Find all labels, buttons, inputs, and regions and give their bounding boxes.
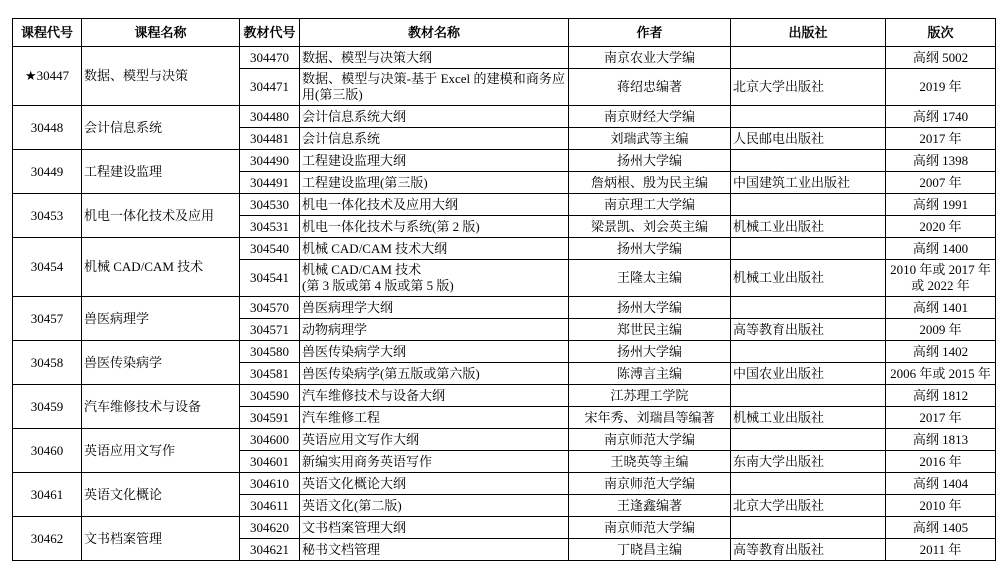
- author-cell: 王逢鑫编著: [569, 495, 731, 517]
- book-name-cell: 兽医传染病学(第五版或第六版): [300, 363, 569, 385]
- course-name-cell: 机械 CAD/CAM 技术: [82, 238, 240, 297]
- course-name-cell: 英语应用文写作: [82, 429, 240, 473]
- course-name-cell: 数据、模型与决策: [82, 47, 240, 106]
- publisher-cell: 东南大学出版社: [731, 451, 886, 473]
- edition-cell: 高纲 1740: [886, 106, 996, 128]
- author-cell: 扬州大学编: [569, 150, 731, 172]
- header-course-code: 课程代号: [13, 19, 82, 47]
- table-row: [13, 194, 996, 216]
- course-code-cell: 30460: [13, 429, 82, 473]
- author-cell: 扬州大学编: [569, 297, 731, 319]
- book-code-cell: 304611: [240, 495, 300, 517]
- edition-cell: 高纲 1405: [886, 517, 996, 539]
- course-code-cell: 30459: [13, 385, 82, 429]
- edition-cell: 高纲 1398: [886, 150, 996, 172]
- edition-cell: 2009 年: [886, 319, 996, 341]
- book-code-cell: 304540: [240, 238, 300, 260]
- book-name-cell: 英语文化概论大纲: [300, 473, 569, 495]
- course-table-body: [13, 47, 996, 561]
- book-code-cell: 304581: [240, 363, 300, 385]
- publisher-cell: [731, 517, 886, 539]
- course-code-cell: 30457: [13, 297, 82, 341]
- table-row: [13, 150, 996, 172]
- book-name-cell: 英语应用文写作大纲: [300, 429, 569, 451]
- author-cell: 宋年秀、刘瑞昌等编著: [569, 407, 731, 429]
- publisher-cell: 北京大学出版社: [731, 495, 886, 517]
- publisher-cell: 机械工业出版社: [731, 407, 886, 429]
- course-name-cell: 工程建设监理: [82, 150, 240, 194]
- book-name-cell: 汽车维修技术与设备大纲: [300, 385, 569, 407]
- book-code-cell: 304530: [240, 194, 300, 216]
- author-cell: 南京财经大学编: [569, 106, 731, 128]
- publisher-cell: [731, 297, 886, 319]
- edition-cell: 2017 年: [886, 128, 996, 150]
- author-cell: 南京师范大学编: [569, 517, 731, 539]
- publisher-cell: 机械工业出版社: [731, 216, 886, 238]
- table-row: [13, 47, 996, 69]
- edition-cell: 2016 年: [886, 451, 996, 473]
- author-cell: 南京师范大学编: [569, 473, 731, 495]
- edition-cell: 2020 年: [886, 216, 996, 238]
- author-cell: 陈溥言主编: [569, 363, 731, 385]
- course-code-cell: 30448: [13, 106, 82, 150]
- book-code-cell: 304531: [240, 216, 300, 238]
- book-name-cell: 机械 CAD/CAM 技术 (第 3 版或第 4 版或第 5 版): [300, 260, 569, 297]
- book-code-cell: 304610: [240, 473, 300, 495]
- header-row: [13, 19, 996, 47]
- book-code-cell: 304600: [240, 429, 300, 451]
- book-name-cell: 兽医传染病学大纲: [300, 341, 569, 363]
- book-code-cell: 304580: [240, 341, 300, 363]
- table-row: [13, 297, 996, 319]
- author-cell: 王隆太主编: [569, 260, 731, 297]
- book-code-cell: 304541: [240, 260, 300, 297]
- author-cell: 丁晓昌主编: [569, 539, 731, 561]
- publisher-cell: [731, 47, 886, 69]
- author-cell: 扬州大学编: [569, 341, 731, 363]
- book-name-cell: 文书档案管理大纲: [300, 517, 569, 539]
- book-name-cell: 工程建设监理大纲: [300, 150, 569, 172]
- book-code-cell: 304471: [240, 69, 300, 106]
- publisher-cell: [731, 473, 886, 495]
- publisher-cell: [731, 385, 886, 407]
- book-name-cell: 汽车维修工程: [300, 407, 569, 429]
- author-cell: 南京理工大学编: [569, 194, 731, 216]
- table-row: [13, 238, 996, 260]
- publisher-cell: 中国农业出版社: [731, 363, 886, 385]
- author-cell: 刘瑞武等主编: [569, 128, 731, 150]
- author-cell: 詹炳根、殷为民主编: [569, 172, 731, 194]
- book-name-cell: 新编实用商务英语写作: [300, 451, 569, 473]
- book-name-cell: 数据、模型与决策大纲: [300, 47, 569, 69]
- table-row: [13, 429, 996, 451]
- course-code-cell: 30461: [13, 473, 82, 517]
- edition-cell: 高纲 1400: [886, 238, 996, 260]
- edition-cell: 2006 年或 2015 年: [886, 363, 996, 385]
- edition-cell: 2010 年或 2017 年 或 2022 年: [886, 260, 996, 297]
- edition-cell: 2010 年: [886, 495, 996, 517]
- course-code-cell: 30458: [13, 341, 82, 385]
- edition-cell: 高纲 1404: [886, 473, 996, 495]
- author-cell: 扬州大学编: [569, 238, 731, 260]
- book-name-cell: 秘书文档管理: [300, 539, 569, 561]
- author-cell: 蒋绍忠编著: [569, 69, 731, 106]
- course-code-cell: 30449: [13, 150, 82, 194]
- book-name-cell: 数据、模型与决策-基于 Excel 的建模和商务应用(第三版): [300, 69, 569, 106]
- course-name-cell: 汽车维修技术与设备: [82, 385, 240, 429]
- book-name-cell: 机电一体化技术及应用大纲: [300, 194, 569, 216]
- book-code-cell: 304481: [240, 128, 300, 150]
- course-name-cell: 会计信息系统: [82, 106, 240, 150]
- publisher-cell: [731, 429, 886, 451]
- edition-cell: 高纲 1991: [886, 194, 996, 216]
- edition-cell: 高纲 1402: [886, 341, 996, 363]
- table-header: [13, 19, 996, 47]
- publisher-cell: [731, 194, 886, 216]
- book-name-cell: 工程建设监理(第三版): [300, 172, 569, 194]
- header-author: 作者: [569, 19, 731, 47]
- book-code-cell: 304590: [240, 385, 300, 407]
- author-cell: 梁景凯、刘会英主编: [569, 216, 731, 238]
- course-code-cell: 30462: [13, 517, 82, 561]
- edition-cell: 高纲 5002: [886, 47, 996, 69]
- table-row: [13, 385, 996, 407]
- author-cell: 江苏理工学院: [569, 385, 731, 407]
- course-name-cell: 兽医病理学: [82, 297, 240, 341]
- course-name-cell: 文书档案管理: [82, 517, 240, 561]
- edition-cell: 高纲 1812: [886, 385, 996, 407]
- author-cell: 南京农业大学编: [569, 47, 731, 69]
- header-course-name: 课程名称: [82, 19, 240, 47]
- publisher-cell: 中国建筑工业出版社: [731, 172, 886, 194]
- book-code-cell: 304591: [240, 407, 300, 429]
- publisher-cell: [731, 106, 886, 128]
- book-code-cell: 304480: [240, 106, 300, 128]
- book-code-cell: 304470: [240, 47, 300, 69]
- author-cell: 王晓英等主编: [569, 451, 731, 473]
- author-cell: 郑世民主编: [569, 319, 731, 341]
- book-code-cell: 304620: [240, 517, 300, 539]
- table-row: [13, 341, 996, 363]
- course-code-cell: ★30447: [13, 47, 82, 106]
- publisher-cell: 北京大学出版社: [731, 69, 886, 106]
- publisher-cell: [731, 238, 886, 260]
- edition-cell: 高纲 1401: [886, 297, 996, 319]
- header-publisher: 出版社: [731, 19, 886, 47]
- edition-cell: 2019 年: [886, 69, 996, 106]
- book-name-cell: 机电一体化技术与系统(第 2 版): [300, 216, 569, 238]
- course-code-cell: 30454: [13, 238, 82, 297]
- book-code-cell: 304570: [240, 297, 300, 319]
- book-name-cell: 会计信息系统: [300, 128, 569, 150]
- book-code-cell: 304491: [240, 172, 300, 194]
- book-name-cell: 机械 CAD/CAM 技术大纲: [300, 238, 569, 260]
- header-book-name: 教材名称: [300, 19, 569, 47]
- publisher-cell: [731, 341, 886, 363]
- author-cell: 南京师范大学编: [569, 429, 731, 451]
- course-name-cell: 机电一体化技术及应用: [82, 194, 240, 238]
- table-row: [13, 473, 996, 495]
- course-textbook-table: [12, 18, 996, 561]
- publisher-cell: [731, 150, 886, 172]
- edition-cell: 2017 年: [886, 407, 996, 429]
- book-code-cell: 304601: [240, 451, 300, 473]
- book-name-cell: 动物病理学: [300, 319, 569, 341]
- book-name-cell: 英语文化(第二版): [300, 495, 569, 517]
- book-name-cell: 会计信息系统大纲: [300, 106, 569, 128]
- book-code-cell: 304621: [240, 539, 300, 561]
- edition-cell: 2007 年: [886, 172, 996, 194]
- publisher-cell: 高等教育出版社: [731, 319, 886, 341]
- publisher-cell: 高等教育出版社: [731, 539, 886, 561]
- header-edition: 版次: [886, 19, 996, 47]
- book-code-cell: 304571: [240, 319, 300, 341]
- edition-cell: 高纲 1813: [886, 429, 996, 451]
- publisher-cell: 人民邮电出版社: [731, 128, 886, 150]
- course-name-cell: 兽医传染病学: [82, 341, 240, 385]
- edition-cell: 2011 年: [886, 539, 996, 561]
- publisher-cell: 机械工业出版社: [731, 260, 886, 297]
- table-row: [13, 517, 996, 539]
- course-name-cell: 英语文化概论: [82, 473, 240, 517]
- book-name-cell: 兽医病理学大纲: [300, 297, 569, 319]
- course-code-cell: 30453: [13, 194, 82, 238]
- header-book-code: 教材代号: [240, 19, 300, 47]
- book-code-cell: 304490: [240, 150, 300, 172]
- table-row: [13, 106, 996, 128]
